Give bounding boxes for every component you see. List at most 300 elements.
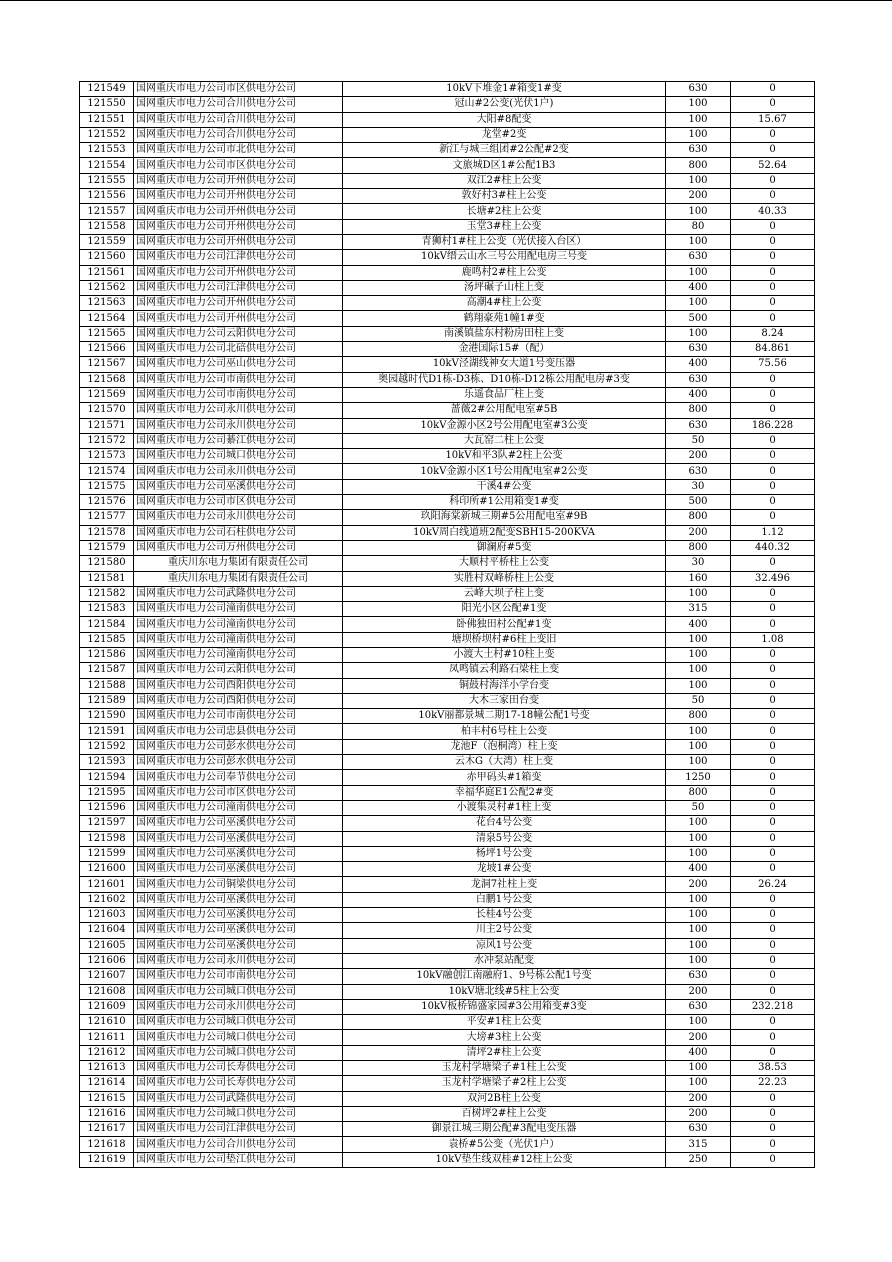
cell-row-id: 121561 xyxy=(80,265,134,280)
cell-supply-company: 国网重庆市电力公司开州供电分公司 xyxy=(134,296,343,311)
cell-supply-company: 国网重庆市电力公司酉阳供电分公司 xyxy=(134,693,343,708)
cell-capacity: 630 xyxy=(666,143,731,158)
cell-value: 0 xyxy=(731,984,815,999)
cell-supply-company: 国网重庆市电力公司武隆供电分公司 xyxy=(134,1091,343,1106)
cell-transformer-name: 汤坪碾子山柱上变 xyxy=(343,280,666,295)
cell-capacity: 630 xyxy=(666,464,731,479)
cell-capacity: 100 xyxy=(666,234,731,249)
cell-value: 0 xyxy=(731,311,815,326)
table-row xyxy=(80,372,815,387)
cell-capacity: 500 xyxy=(666,311,731,326)
cell-transformer-name: 双江2#柱上公变 xyxy=(343,173,666,188)
cell-capacity: 200 xyxy=(666,189,731,204)
cell-capacity: 315 xyxy=(666,602,731,617)
cell-transformer-name: 平安#1柱上公变 xyxy=(343,1015,666,1030)
table-row xyxy=(80,846,815,861)
cell-supply-company: 国网重庆市电力公司彭水供电分公司 xyxy=(134,739,343,754)
cell-row-id: 121616 xyxy=(80,1106,134,1121)
cell-transformer-name: 冠山#2公变(光伏1户) xyxy=(343,97,666,112)
cell-supply-company: 国网重庆市电力公司开州供电分公司 xyxy=(134,265,343,280)
cell-transformer-name: 百树坪2#柱上公变 xyxy=(343,1106,666,1121)
cell-supply-company: 国网重庆市电力公司云阳供电分公司 xyxy=(134,663,343,678)
cell-value: 0 xyxy=(731,387,815,402)
table-row xyxy=(80,82,815,97)
cell-capacity: 630 xyxy=(666,418,731,433)
cell-transformer-name: 金港国际15#（配） xyxy=(343,342,666,357)
cell-capacity: 200 xyxy=(666,1091,731,1106)
cell-value: 0 xyxy=(731,739,815,754)
cell-supply-company: 国网重庆市电力公司市区供电分公司 xyxy=(134,785,343,800)
cell-transformer-name: 青狮村1#柱上公变（光伏接入台区） xyxy=(343,234,666,249)
cell-capacity: 100 xyxy=(666,296,731,311)
table-row xyxy=(80,999,815,1014)
cell-row-id: 121606 xyxy=(80,953,134,968)
cell-transformer-name: 实胜村双峰桥柱上公变 xyxy=(343,571,666,586)
cell-row-id: 121568 xyxy=(80,372,134,387)
table-row xyxy=(80,923,815,938)
cell-transformer-name: 10kV周白线道班2配变SBH15-200KVA xyxy=(343,525,666,540)
cell-transformer-name: 奥园越时代D1栋-D3栋、D10栋-D12栋公用配电房#3变 xyxy=(343,372,666,387)
table-row xyxy=(80,1076,815,1091)
cell-row-id: 121601 xyxy=(80,877,134,892)
cell-value: 0 xyxy=(731,1106,815,1121)
cell-capacity: 800 xyxy=(666,510,731,525)
cell-supply-company: 国网重庆市电力公司巫溪供电分公司 xyxy=(134,862,343,877)
cell-value: 0 xyxy=(731,862,815,877)
cell-supply-company: 国网重庆市电力公司潼南供电分公司 xyxy=(134,602,343,617)
cell-row-id: 121582 xyxy=(80,586,134,601)
cell-value: 0 xyxy=(731,143,815,158)
cell-value: 0 xyxy=(731,433,815,448)
cell-transformer-name: 塘坝桥坝村#6柱上变旧 xyxy=(343,632,666,647)
table-row xyxy=(80,1122,815,1137)
cell-value: 0 xyxy=(731,846,815,861)
cell-capacity: 50 xyxy=(666,800,731,815)
cell-row-id: 121584 xyxy=(80,617,134,632)
table-row xyxy=(80,632,815,647)
cell-row-id: 121592 xyxy=(80,739,134,754)
cell-transformer-name: 袁桥#5公变（光伏1户） xyxy=(343,1137,666,1152)
table-row xyxy=(80,403,815,418)
cell-capacity: 200 xyxy=(666,984,731,999)
cell-capacity: 50 xyxy=(666,693,731,708)
cell-supply-company: 国网重庆市电力公司市区供电分公司 xyxy=(134,82,343,97)
cell-supply-company: 国网重庆市电力公司永川供电分公司 xyxy=(134,510,343,525)
cell-row-id: 121560 xyxy=(80,250,134,265)
cell-transformer-name: 大木三家田台变 xyxy=(343,693,666,708)
cell-transformer-name: 杨坪1号公变 xyxy=(343,846,666,861)
cell-transformer-name: 川主2号公变 xyxy=(343,923,666,938)
cell-row-id: 121577 xyxy=(80,510,134,525)
cell-capacity: 100 xyxy=(666,663,731,678)
cell-supply-company: 国网重庆市电力公司永川供电分公司 xyxy=(134,464,343,479)
cell-value: 52.64 xyxy=(731,158,815,173)
cell-capacity: 100 xyxy=(666,204,731,219)
cell-row-id: 121590 xyxy=(80,709,134,724)
cell-value: 0 xyxy=(731,586,815,601)
cell-value: 0 xyxy=(731,1030,815,1045)
cell-row-id: 121570 xyxy=(80,403,134,418)
cell-supply-company: 国网重庆市电力公司巫溪供电分公司 xyxy=(134,892,343,907)
cell-value: 26.24 xyxy=(731,877,815,892)
cell-row-id: 121586 xyxy=(80,647,134,662)
cell-value: 0 xyxy=(731,1015,815,1030)
cell-value: 32.496 xyxy=(731,571,815,586)
table-row xyxy=(80,724,815,739)
cell-row-id: 121581 xyxy=(80,571,134,586)
cell-value: 0 xyxy=(731,647,815,662)
cell-value: 0 xyxy=(731,1045,815,1060)
cell-capacity: 100 xyxy=(666,173,731,188)
cell-transformer-name: 小渡大土村#10柱上变 xyxy=(343,647,666,662)
cell-value: 0 xyxy=(731,1152,815,1167)
cell-value: 0 xyxy=(731,127,815,142)
cell-supply-company: 国网重庆市电力公司奉节供电分公司 xyxy=(134,770,343,785)
table-row xyxy=(80,112,815,127)
table-row xyxy=(80,969,815,984)
cell-capacity: 100 xyxy=(666,678,731,693)
table-row xyxy=(80,602,815,617)
table-row xyxy=(80,647,815,662)
cell-value: 15.67 xyxy=(731,112,815,127)
cell-row-id: 121591 xyxy=(80,724,134,739)
cell-row-id: 121580 xyxy=(80,556,134,571)
cell-transformer-name: 花台4号公变 xyxy=(343,816,666,831)
cell-supply-company: 国网重庆市电力公司巫溪供电分公司 xyxy=(134,938,343,953)
cell-row-id: 121565 xyxy=(80,326,134,341)
cell-supply-company: 国网重庆市电力公司巫溪供电分公司 xyxy=(134,908,343,923)
table-row xyxy=(80,204,815,219)
cell-transformer-name: 御景江城三期公配#3配电变压器 xyxy=(343,1122,666,1137)
cell-supply-company: 国网重庆市电力公司城口供电分公司 xyxy=(134,1045,343,1060)
top-rule xyxy=(0,0,892,1)
cell-capacity: 400 xyxy=(666,617,731,632)
cell-row-id: 121551 xyxy=(80,112,134,127)
table-row xyxy=(80,219,815,234)
table-row xyxy=(80,296,815,311)
cell-transformer-name: 10kV融创江南融府1、9号栋公配1号变 xyxy=(343,969,666,984)
table-body xyxy=(80,82,815,1168)
cell-supply-company: 国网重庆市电力公司市南供电分公司 xyxy=(134,372,343,387)
cell-transformer-name: 敦好村3#柱上公变 xyxy=(343,189,666,204)
cell-row-id: 121571 xyxy=(80,418,134,433)
table-row xyxy=(80,1106,815,1121)
cell-capacity: 160 xyxy=(666,571,731,586)
cell-capacity: 100 xyxy=(666,647,731,662)
cell-transformer-name: 凉风1号公变 xyxy=(343,938,666,953)
cell-supply-company: 国网重庆市电力公司石柱供电分公司 xyxy=(134,525,343,540)
cell-supply-company: 国网重庆市电力公司开州供电分公司 xyxy=(134,189,343,204)
table-row xyxy=(80,908,815,923)
cell-supply-company: 国网重庆市电力公司城口供电分公司 xyxy=(134,984,343,999)
table-row xyxy=(80,540,815,555)
cell-transformer-name: 龙坡1#公变 xyxy=(343,862,666,877)
cell-row-id: 121597 xyxy=(80,816,134,831)
cell-capacity: 400 xyxy=(666,1045,731,1060)
cell-supply-company: 国网重庆市电力公司江津供电分公司 xyxy=(134,280,343,295)
cell-row-id: 121603 xyxy=(80,908,134,923)
table-row xyxy=(80,770,815,785)
table-row xyxy=(80,525,815,540)
cell-row-id: 121619 xyxy=(80,1152,134,1167)
cell-transformer-name: 干溪4#公变 xyxy=(343,479,666,494)
cell-value: 0 xyxy=(731,1137,815,1152)
cell-transformer-name: 幸福华庭E1公配2#变 xyxy=(343,785,666,800)
table-row xyxy=(80,1030,815,1045)
cell-capacity: 315 xyxy=(666,1137,731,1152)
cell-row-id: 121583 xyxy=(80,602,134,617)
cell-transformer-name: 蔷薇2#公用配电室#5B xyxy=(343,403,666,418)
cell-transformer-name: 大塝#3柱上公变 xyxy=(343,1030,666,1045)
cell-value: 0 xyxy=(731,969,815,984)
cell-supply-company: 国网重庆市电力公司开州供电分公司 xyxy=(134,234,343,249)
cell-supply-company: 重庆川东电力集团有限责任公司 xyxy=(134,571,343,586)
table-row xyxy=(80,280,815,295)
cell-transformer-name: 双河2B柱上公变 xyxy=(343,1091,666,1106)
cell-capacity: 100 xyxy=(666,127,731,142)
cell-capacity: 630 xyxy=(666,372,731,387)
cell-transformer-name: 科印所#1公用箱变1#变 xyxy=(343,495,666,510)
cell-capacity: 630 xyxy=(666,82,731,97)
cell-row-id: 121563 xyxy=(80,296,134,311)
cell-capacity: 30 xyxy=(666,556,731,571)
cell-row-id: 121550 xyxy=(80,97,134,112)
cell-supply-company: 国网重庆市电力公司巫山供电分公司 xyxy=(134,357,343,372)
cell-capacity: 100 xyxy=(666,265,731,280)
cell-supply-company: 国网重庆市电力公司城口供电分公司 xyxy=(134,1030,343,1045)
table-row xyxy=(80,510,815,525)
cell-capacity: 800 xyxy=(666,709,731,724)
cell-row-id: 121549 xyxy=(80,82,134,97)
cell-capacity: 800 xyxy=(666,403,731,418)
cell-capacity: 100 xyxy=(666,112,731,127)
cell-value: 0 xyxy=(731,1122,815,1137)
cell-row-id: 121558 xyxy=(80,219,134,234)
table-row xyxy=(80,938,815,953)
cell-supply-company: 国网重庆市电力公司巫溪供电分公司 xyxy=(134,846,343,861)
cell-supply-company: 国网重庆市电力公司城口供电分公司 xyxy=(134,1015,343,1030)
cell-row-id: 121566 xyxy=(80,342,134,357)
cell-transformer-name: 凤鸣镇云利路石梁柱上变 xyxy=(343,663,666,678)
cell-supply-company: 国网重庆市电力公司永川供电分公司 xyxy=(134,999,343,1014)
cell-transformer-name: 南溪镇盐东村粉房田柱上变 xyxy=(343,326,666,341)
cell-capacity: 80 xyxy=(666,219,731,234)
cell-capacity: 100 xyxy=(666,908,731,923)
table-row xyxy=(80,678,815,693)
cell-transformer-name: 阳光小区公配#1变 xyxy=(343,602,666,617)
table-row xyxy=(80,1015,815,1030)
table-row xyxy=(80,617,815,632)
cell-row-id: 121608 xyxy=(80,984,134,999)
table-row xyxy=(80,189,815,204)
cell-supply-company: 国网重庆市电力公司潼南供电分公司 xyxy=(134,647,343,662)
cell-capacity: 100 xyxy=(666,97,731,112)
cell-supply-company: 国网重庆市电力公司江津供电分公司 xyxy=(134,1122,343,1137)
cell-capacity: 200 xyxy=(666,877,731,892)
cell-row-id: 121579 xyxy=(80,540,134,555)
cell-row-id: 121611 xyxy=(80,1030,134,1045)
cell-transformer-name: 10kV和平3队#2柱上公变 xyxy=(343,449,666,464)
cell-capacity: 100 xyxy=(666,892,731,907)
cell-transformer-name: 10kV丽都景城二期17-18幢公配1号变 xyxy=(343,709,666,724)
cell-value: 22.23 xyxy=(731,1076,815,1091)
cell-value: 0 xyxy=(731,709,815,724)
cell-transformer-name: 龙堂#2变 xyxy=(343,127,666,142)
cell-value: 0 xyxy=(731,938,815,953)
cell-row-id: 121612 xyxy=(80,1045,134,1060)
cell-supply-company: 重庆川东电力集团有限责任公司 xyxy=(134,556,343,571)
transformer-table xyxy=(79,81,815,1168)
cell-transformer-name: 长塘#2柱上公变 xyxy=(343,204,666,219)
table-row xyxy=(80,953,815,968)
table-row xyxy=(80,326,815,341)
cell-supply-company: 国网重庆市电力公司合川供电分公司 xyxy=(134,112,343,127)
cell-capacity: 500 xyxy=(666,495,731,510)
table-row xyxy=(80,739,815,754)
cell-row-id: 121593 xyxy=(80,755,134,770)
cell-value: 186.228 xyxy=(731,418,815,433)
cell-value: 0 xyxy=(731,755,815,770)
cell-value: 0 xyxy=(731,770,815,785)
cell-supply-company: 国网重庆市电力公司潼南供电分公司 xyxy=(134,617,343,632)
table-row xyxy=(80,127,815,142)
cell-supply-company: 国网重庆市电力公司市南供电分公司 xyxy=(134,387,343,402)
table-row xyxy=(80,265,815,280)
cell-value: 0 xyxy=(731,296,815,311)
cell-capacity: 1250 xyxy=(666,770,731,785)
cell-capacity: 100 xyxy=(666,586,731,601)
cell-value: 0 xyxy=(731,479,815,494)
table-row xyxy=(80,755,815,770)
table-row xyxy=(80,571,815,586)
cell-transformer-name: 白鹏1号公变 xyxy=(343,892,666,907)
cell-row-id: 121605 xyxy=(80,938,134,953)
cell-value: 0 xyxy=(731,800,815,815)
cell-transformer-name: 水冲泵站配变 xyxy=(343,953,666,968)
cell-value: 0 xyxy=(731,785,815,800)
cell-transformer-name: 云峰大坝子柱上变 xyxy=(343,586,666,601)
table-row xyxy=(80,1137,815,1152)
cell-supply-company: 国网重庆市电力公司市南供电分公司 xyxy=(134,709,343,724)
cell-row-id: 121569 xyxy=(80,387,134,402)
cell-capacity: 100 xyxy=(666,1076,731,1091)
cell-supply-company: 国网重庆市电力公司巫溪供电分公司 xyxy=(134,816,343,831)
cell-transformer-name: 玉龙村学塘梁子#1柱上公变 xyxy=(343,1061,666,1076)
cell-supply-company: 国网重庆市电力公司城口供电分公司 xyxy=(134,1106,343,1121)
table-row xyxy=(80,816,815,831)
cell-transformer-name: 玖阳海棠新城三期#5公用配电室#9B xyxy=(343,510,666,525)
table-row xyxy=(80,831,815,846)
cell-row-id: 121559 xyxy=(80,234,134,249)
cell-transformer-name: 鹿鸣村2#柱上公变 xyxy=(343,265,666,280)
cell-transformer-name: 清泉5号公变 xyxy=(343,831,666,846)
cell-capacity: 100 xyxy=(666,953,731,968)
table-row xyxy=(80,892,815,907)
cell-row-id: 121585 xyxy=(80,632,134,647)
cell-row-id: 121595 xyxy=(80,785,134,800)
cell-row-id: 121609 xyxy=(80,999,134,1014)
cell-capacity: 400 xyxy=(666,280,731,295)
cell-supply-company: 国网重庆市电力公司巫溪供电分公司 xyxy=(134,479,343,494)
cell-value: 0 xyxy=(731,189,815,204)
cell-value: 0 xyxy=(731,510,815,525)
cell-transformer-name: 10kV垫生线双桂#12柱上公变 xyxy=(343,1152,666,1167)
cell-row-id: 121588 xyxy=(80,678,134,693)
cell-value: 0 xyxy=(731,724,815,739)
cell-transformer-name: 10kV板桥锦盛家园#3公用箱变#3变 xyxy=(343,999,666,1014)
cell-supply-company: 国网重庆市电力公司市南供电分公司 xyxy=(134,969,343,984)
cell-row-id: 121578 xyxy=(80,525,134,540)
cell-value: 0 xyxy=(731,234,815,249)
cell-row-id: 121575 xyxy=(80,479,134,494)
cell-capacity: 200 xyxy=(666,449,731,464)
cell-row-id: 121552 xyxy=(80,127,134,142)
cell-capacity: 800 xyxy=(666,785,731,800)
cell-transformer-name: 大瓦窑二柱上公变 xyxy=(343,433,666,448)
cell-supply-company: 国网重庆市电力公司合川供电分公司 xyxy=(134,127,343,142)
cell-transformer-name: 鹤翔豪苑1幢1#变 xyxy=(343,311,666,326)
cell-capacity: 50 xyxy=(666,433,731,448)
cell-row-id: 121594 xyxy=(80,770,134,785)
table-row xyxy=(80,250,815,265)
cell-transformer-name: 玉堂3#柱上公变 xyxy=(343,219,666,234)
table-row xyxy=(80,387,815,402)
cell-value: 0 xyxy=(731,816,815,831)
table-row xyxy=(80,800,815,815)
table-row xyxy=(80,143,815,158)
cell-supply-company: 国网重庆市电力公司市北供电分公司 xyxy=(134,143,343,158)
cell-supply-company: 国网重庆市电力公司垫江供电分公司 xyxy=(134,1152,343,1167)
cell-supply-company: 国网重庆市电力公司开州供电分公司 xyxy=(134,219,343,234)
cell-supply-company: 国网重庆市电力公司城口供电分公司 xyxy=(134,449,343,464)
table-row xyxy=(80,1091,815,1106)
cell-value: 0 xyxy=(731,173,815,188)
cell-transformer-name: 龙池F（泡桐湾）柱上变 xyxy=(343,739,666,754)
cell-value: 0 xyxy=(731,663,815,678)
cell-capacity: 630 xyxy=(666,1122,731,1137)
cell-supply-company: 国网重庆市电力公司綦江供电分公司 xyxy=(134,433,343,448)
cell-row-id: 121562 xyxy=(80,280,134,295)
table-row xyxy=(80,311,815,326)
cell-capacity: 200 xyxy=(666,1106,731,1121)
cell-row-id: 121555 xyxy=(80,173,134,188)
cell-value: 0 xyxy=(731,908,815,923)
table-row xyxy=(80,709,815,724)
table-row xyxy=(80,877,815,892)
cell-capacity: 200 xyxy=(666,1030,731,1045)
cell-transformer-name: 乐遥食品厂柱上变 xyxy=(343,387,666,402)
table-row xyxy=(80,158,815,173)
cell-value: 232.218 xyxy=(731,999,815,1014)
cell-supply-company: 国网重庆市电力公司市区供电分公司 xyxy=(134,495,343,510)
cell-value: 440.32 xyxy=(731,540,815,555)
cell-supply-company: 国网重庆市电力公司云阳供电分公司 xyxy=(134,326,343,341)
table-row xyxy=(80,234,815,249)
cell-capacity: 100 xyxy=(666,831,731,846)
cell-supply-company: 国网重庆市电力公司巫溪供电分公司 xyxy=(134,923,343,938)
table-row xyxy=(80,785,815,800)
cell-row-id: 121587 xyxy=(80,663,134,678)
cell-transformer-name: 大顺村平桥柱上公变 xyxy=(343,556,666,571)
table-row xyxy=(80,1152,815,1167)
cell-row-id: 121556 xyxy=(80,189,134,204)
table-row xyxy=(80,464,815,479)
cell-value: 0 xyxy=(731,449,815,464)
cell-capacity: 100 xyxy=(666,816,731,831)
table-row xyxy=(80,586,815,601)
cell-row-id: 121614 xyxy=(80,1076,134,1091)
cell-transformer-name: 10kV缙云山水三号公用配电房三号变 xyxy=(343,250,666,265)
